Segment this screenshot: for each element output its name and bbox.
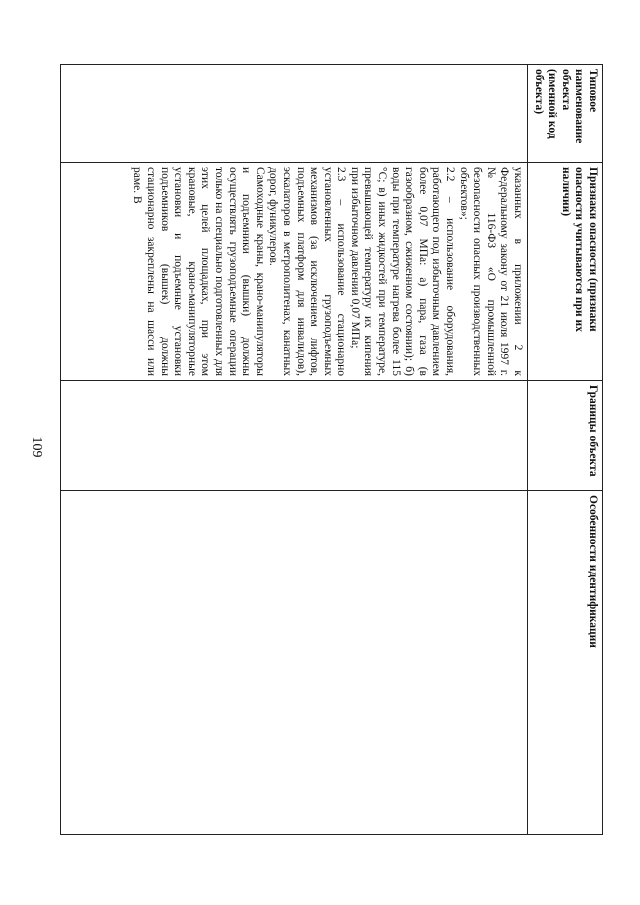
identification-table [60,64,603,835]
hazard-paragraph: 2.3 – использование стационарно установленных грузоподъемных механизмов (за исключением лифтов, подъемных платформ для инвалидов), эскалаторов в метрополитенах, канатных дорог, фуникулеров. [267,167,348,376]
table-row [61,65,528,835]
hazard-paragraph: 2.2 – использование оборудования, работающего под избыточным давлением более 0,07 МПа: а) пара, газа (в газообразном, сжиженном состоянии); б) воды при температуре нагрева более 115 °С; в) иных жидкостей при температуре, превышающей температуру их кипения при избыточном давлении 0,07 МПа; [348,167,457,376]
hazard-paragraph: указанных в приложении 2 к Федеральному закону от 21 июля 1997 г. № 116-ФЗ «О промышленной безопасности опасных производственных объектов»; [457,167,525,376]
header-identification-features: Особенности идентификации [528,491,603,835]
landscape-page [60,64,603,834]
page-number: 109 [29,436,44,458]
table-header-row [528,65,603,835]
header-hazard-signs: Признаки опасности (признаки опасности учитываются при их наличии) [528,163,603,381]
header-object-boundaries: Границы объекта [528,381,603,491]
hazard-paragraph: Самоходные краны, крано-манипуляторы и подъемники (вышки) должны осуществлять грузоподъемные операции только на специально подготовленных для этих целей площадках, при этом крановые, крано-манипуляторные установки и подъемные установки подъемников (вышек) должны стационарно закреплены на шасси или раме. В [131,167,266,376]
cell-hazard-signs [61,163,528,381]
header-object-name: Типовое наименование объекта (именной код объекта) [528,65,603,163]
cell-identification-features [61,491,528,835]
document-table-wrapper [60,64,603,834]
cell-object-name [61,65,528,163]
cell-object-boundaries [61,381,528,491]
